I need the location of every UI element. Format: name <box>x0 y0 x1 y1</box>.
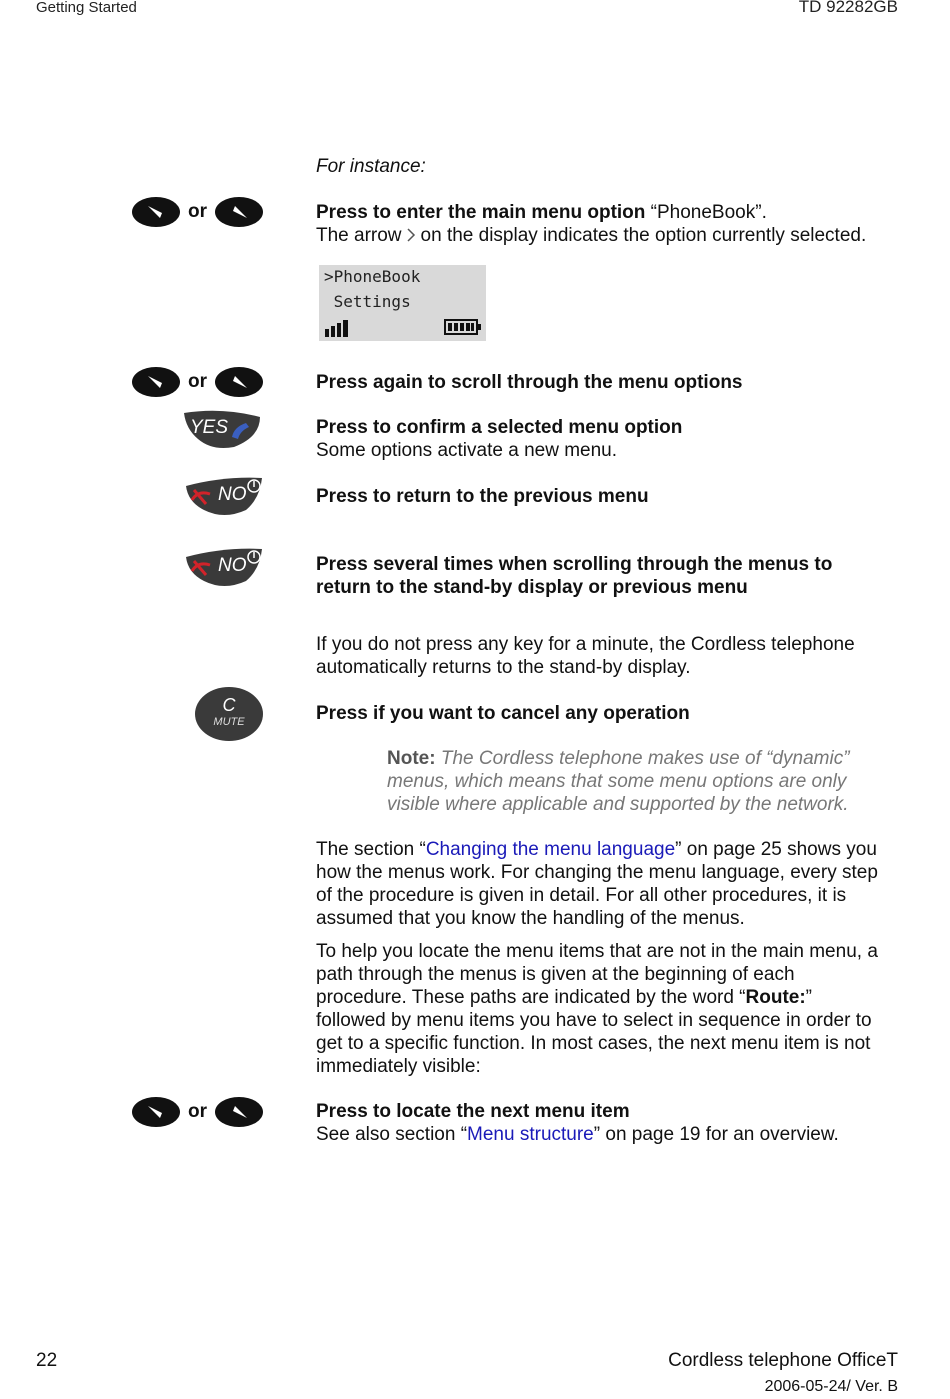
display-line-settings: Settings <box>324 292 411 311</box>
no-label: NO <box>218 555 247 576</box>
timeout-paragraph: If you do not press any key for a minute, the Cordless telephone automatically returns to the stand-by display. <box>316 634 855 678</box>
note-label: Note: <box>387 748 436 769</box>
c-label: C <box>222 695 236 715</box>
mute-label: MUTE <box>213 716 245 728</box>
menu-language-paragraph: The section “Changing the menu language” on page 25 shows you how the menus work. For changing the menu language, every step of the procedure is given in detail. For all other procedures, it is assumed that you know the handling of the menus. <box>316 839 878 929</box>
phone-display <box>319 265 486 341</box>
nav-up-key-3 <box>214 1096 264 1133</box>
step-locate-next: Press to locate the next menu item See also section “Menu structure” on page 19 for an overview. <box>316 1101 839 1145</box>
no-key-2 <box>184 547 264 592</box>
or-label: or <box>188 1101 207 1122</box>
step-confirm: Press to confirm a selected menu option Some options activate a new menu. <box>316 417 683 461</box>
nav-up-key <box>214 196 264 233</box>
footer-product: Cordless telephone OfficeT <box>668 1350 898 1371</box>
signal-strength-icon <box>325 319 353 337</box>
step-cancel: Press if you want to cancel any operation <box>316 703 690 724</box>
footer-version: 2006-05-24/ Ver. B <box>764 1378 898 1395</box>
nav-down-key <box>131 196 181 233</box>
nav-down-key-2 <box>131 366 181 403</box>
route-paragraph: To help you locate the menu items that are not in the main menu, a path through the menus is given at the beginning of each procedure. These paths are indicated by the word “Route:” followed by menu items you have to select in sequence in order to get to a specific function. In most cases, the next menu item is not immediately visible: <box>316 941 878 1077</box>
footer-page-number: 22 <box>36 1350 58 1371</box>
nav-up-key-2 <box>214 366 264 403</box>
header-doc-id: TD 92282GB <box>798 0 898 16</box>
note-block: Note: The Cordless telephone makes use of “dynamic” menus, which means that some menu options are only visible where applicable and supported by the network. <box>387 748 850 815</box>
battery-icon <box>444 319 482 335</box>
nav-down-key-3 <box>131 1096 181 1133</box>
step-return-previous: Press to return to the previous menu <box>316 486 649 507</box>
link-changing-menu-language[interactable]: Changing the menu language <box>425 839 676 860</box>
step-scroll-menu: Press again to scroll through the menu options <box>316 372 743 393</box>
header-section: Getting Started <box>36 0 137 16</box>
display-line-phonebook: >PhoneBook <box>324 267 421 286</box>
step-several-times: Press several times when scrolling through the menus to return to the stand-by display or previous menu <box>316 554 833 598</box>
or-label: or <box>188 371 207 392</box>
no-label: NO <box>218 484 247 505</box>
link-menu-structure[interactable]: Menu structure <box>467 1124 594 1145</box>
yes-label: YES <box>190 417 229 438</box>
or-label: or <box>188 201 207 222</box>
yes-key <box>182 409 262 454</box>
c-mute-key <box>194 686 264 747</box>
step-enter-main-menu: Press to enter the main menu option “PhoneBook”. The arrow on the display indicates the option currently selected. <box>316 202 867 246</box>
no-key <box>184 476 264 521</box>
intro-text: For instance: <box>316 156 426 177</box>
selection-arrow-icon <box>405 227 417 243</box>
